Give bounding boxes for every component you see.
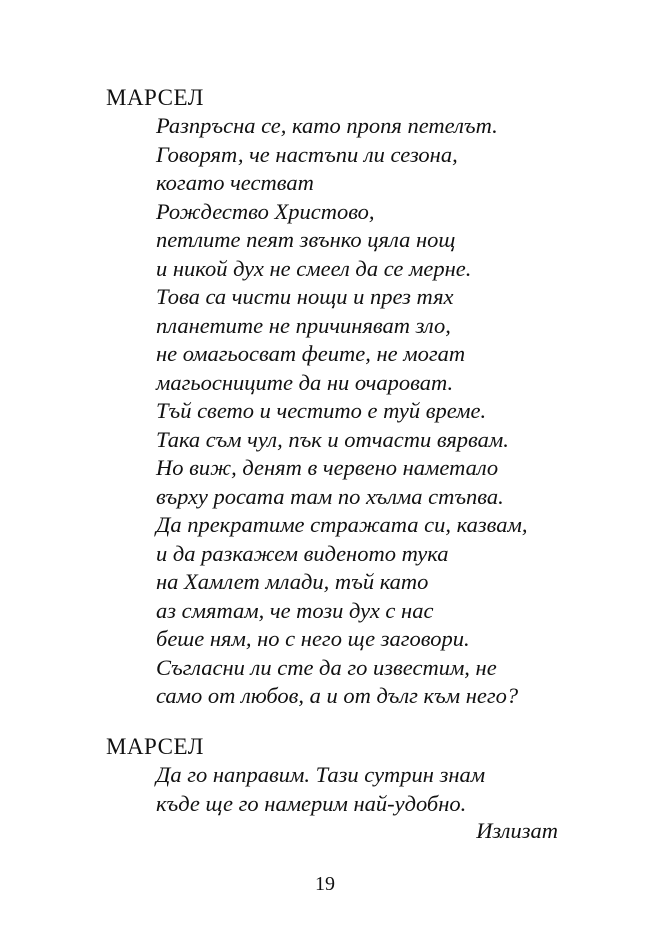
- verse-line: Да прекратиме стражата си, казвам,: [156, 512, 528, 537]
- verse-line: Рождество Христово,: [156, 198, 375, 224]
- verse-line: къде ще го намерим най-удобно.: [156, 790, 467, 816]
- verse-line: не омагьосват феите, не могат: [156, 341, 466, 366]
- verse-line: Съгласни ли сте да го известим, не: [156, 654, 497, 680]
- verse-line: петлите пеят звънко цяла нощ: [156, 227, 456, 252]
- stage-direction: Излизат: [476, 818, 558, 843]
- verse-line: магьосниците да ни очароват.: [156, 369, 454, 395]
- verse-line: върху росата там по хълма стъпва.: [156, 483, 504, 509]
- verse-line: Но виж, денят в червено наметало: [156, 455, 499, 480]
- speaker-name: МАРСЕЛ: [106, 85, 204, 110]
- verse-line: Това са чисти нощи и през тях: [156, 284, 454, 309]
- verse-line: Така съм чул, пък и отчасти вярвам.: [156, 426, 509, 452]
- verse-line: Тъй свето и честито е туй време.: [156, 398, 487, 423]
- verse-line: само от любов, а и от дълг към него?: [156, 683, 519, 708]
- verse-line: когато честват: [156, 170, 314, 195]
- verse-line: планетите не причиняват зло,: [156, 312, 451, 338]
- verse-line: Да го направим. Тази сутрин знам: [156, 762, 486, 787]
- verse-line: на Хамлет млади, тъй като: [156, 569, 429, 594]
- verse-line: Говорят, че настъпи ли сезона,: [156, 141, 458, 167]
- verse-line: беше ням, но с него ще заговори.: [156, 626, 470, 651]
- verse-block: [156, 761, 485, 818]
- verse-line: и да разкажем видeното тука: [156, 540, 449, 566]
- verse-line: Разпръсна се, като пропя петелът.: [156, 113, 498, 138]
- verse-line: и никой дух не смеел да се мерне.: [156, 255, 472, 281]
- verse-line: аз смятам, че този дух с нас: [156, 597, 434, 623]
- verse-block: [156, 112, 528, 711]
- speaker-name: МАРСЕЛ: [106, 734, 204, 759]
- page-number: 19: [315, 873, 335, 895]
